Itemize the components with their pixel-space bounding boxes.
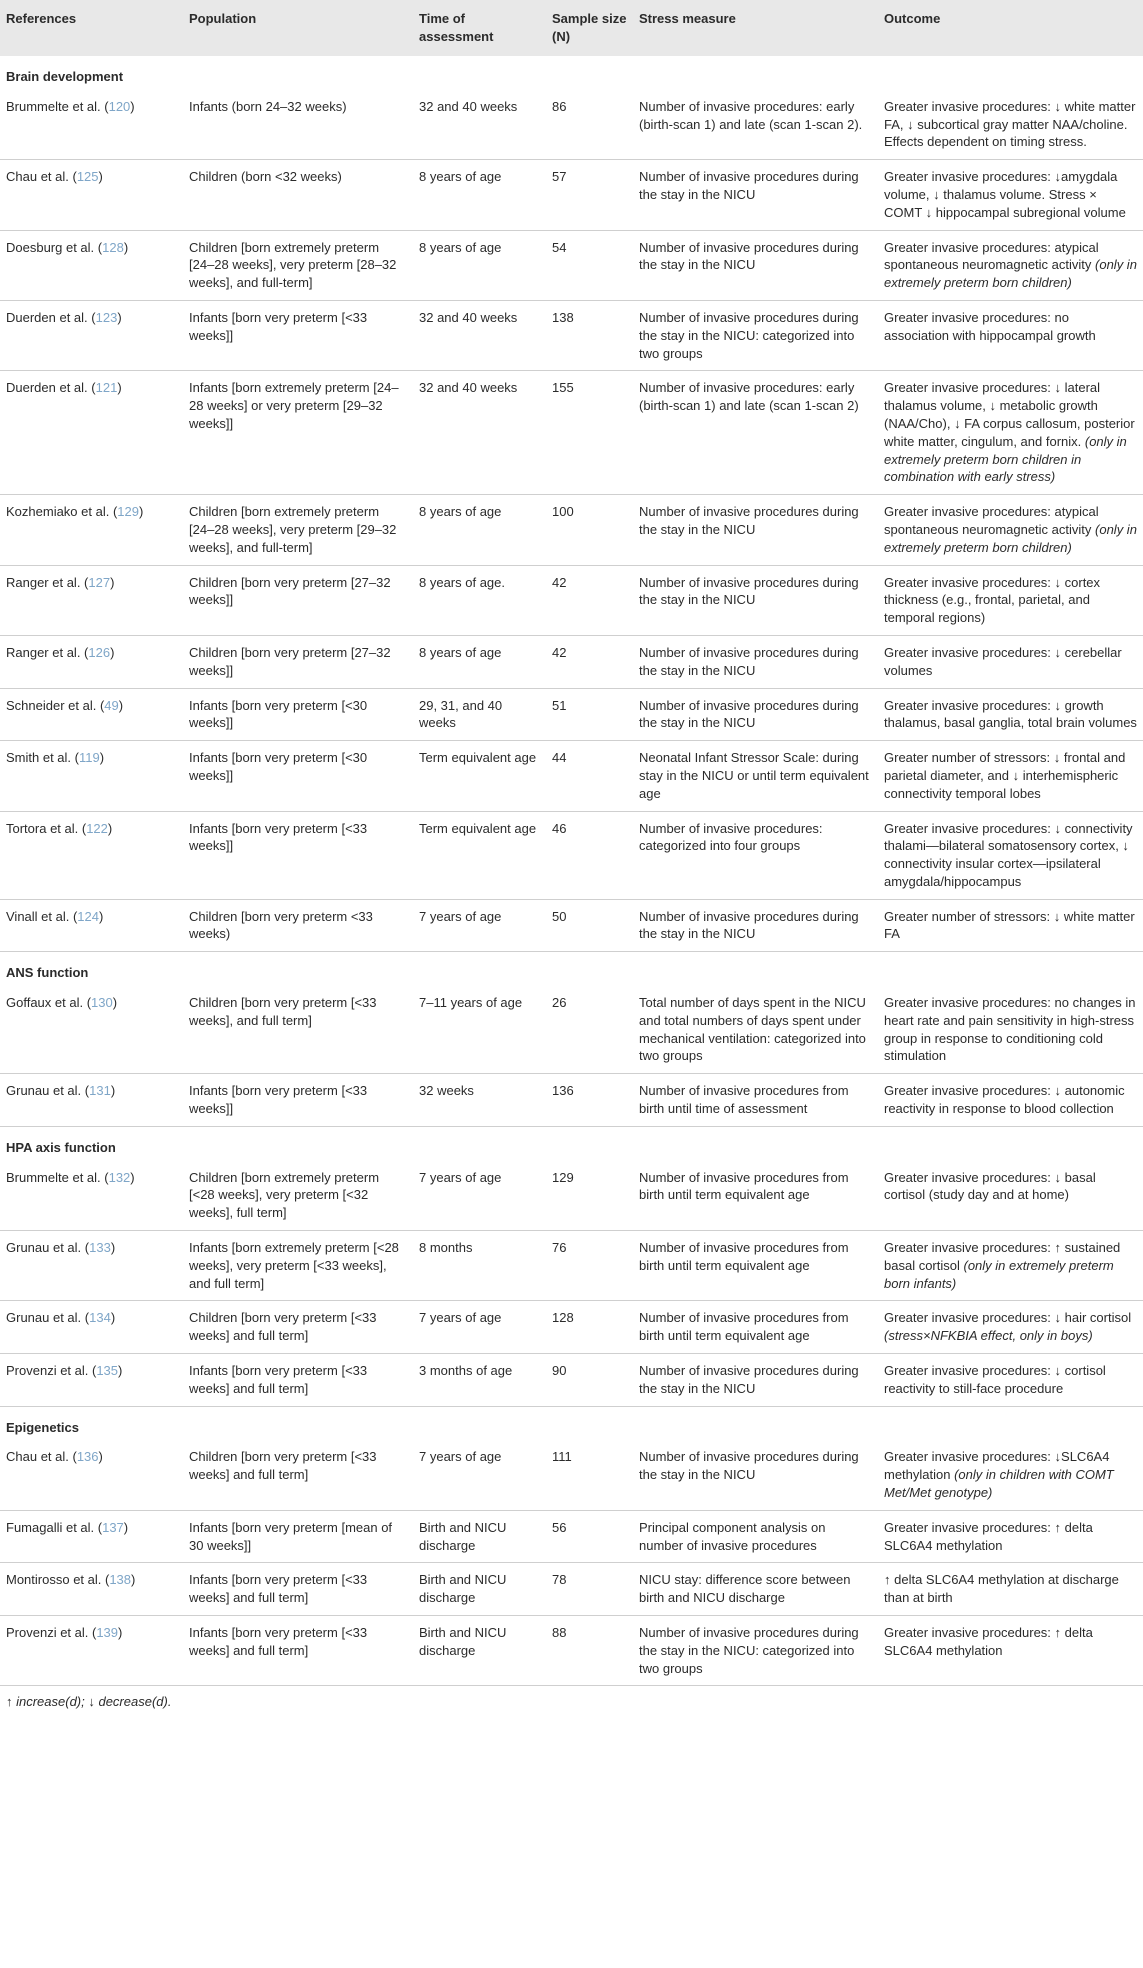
citation-link[interactable]: 119 — [78, 750, 100, 766]
sample-size-cell: 76 — [546, 1231, 633, 1301]
population-cell: Children [born extremely preterm [24–28 weeks], very preterm [28–32 weeks], and full-term] — [183, 230, 413, 300]
reference-author: Fumagalli et al. ( — [6, 1519, 103, 1535]
sample-size-cell: 44 — [546, 741, 633, 811]
table-row — [0, 1616, 1143, 1686]
reference-author: Brummelte et al. ( — [6, 98, 109, 114]
population-cell: Infants [born very preterm [<33 weeks] and full term] — [183, 1616, 413, 1686]
citation-link[interactable]: 133 — [89, 1240, 111, 1256]
section-row — [0, 1126, 1143, 1160]
reference-cell — [0, 741, 183, 811]
reference-close-paren: ) — [130, 98, 135, 114]
time-cell: Term equivalent age — [413, 811, 546, 899]
reference-close-paren: ) — [110, 1083, 116, 1099]
reference-cell — [0, 688, 183, 741]
outcome-qualifier: (only in extremely preterm born children) — [884, 257, 1137, 291]
outcome-cell — [878, 495, 1143, 565]
citation-link[interactable]: 121 — [95, 380, 118, 396]
stress-measure-cell: Number of invasive procedures during the stay in the NICU — [633, 230, 878, 300]
citation-link[interactable]: 122 — [86, 820, 108, 836]
reference-close-paren: ) — [138, 504, 144, 520]
time-cell: 7–11 years of age — [413, 986, 546, 1074]
sample-size-cell: 51 — [546, 688, 633, 741]
population-cell: Infants [born very preterm [<30 weeks]] — [183, 741, 413, 811]
outcome-text: Greater invasive procedures: ↓ connectivity thalami—bilateral somatosensory cortex, ↓ connectivity insular cortex—ipsilateral amygdala/hippocampus — [884, 820, 1133, 889]
sample-size-cell: 46 — [546, 811, 633, 899]
sample-size-cell: 26 — [546, 986, 633, 1074]
time-cell: Birth and NICU discharge — [413, 1510, 546, 1563]
stress-measure-cell: Number of invasive procedures: categorized into four groups — [633, 811, 878, 899]
table-row — [0, 300, 1143, 370]
section-row — [0, 56, 1143, 90]
table-row — [0, 1354, 1143, 1407]
outcome-text: Greater invasive procedures: ↑ delta SLC6A4 methylation — [884, 1519, 1093, 1553]
reference-close-paren: ) — [131, 1572, 136, 1588]
reference-close-paren: ) — [99, 750, 105, 766]
outcome-cell — [878, 635, 1143, 688]
outcome-text: ↑ delta SLC6A4 methylation at discharge than at birth — [884, 1572, 1119, 1606]
stress-measure-cell: Number of invasive procedures from birth until time of assessment — [633, 1074, 878, 1127]
outcome-cell — [878, 1074, 1143, 1127]
table-body — [0, 56, 1143, 1686]
reference-author: Doesburg et al. ( — [6, 239, 103, 255]
reference-close-paren: ) — [123, 1519, 129, 1535]
outcome-text: Greater invasive procedures: ↓ cortex thickness (e.g., frontal, parietal, and temporal regions) — [884, 574, 1101, 626]
outcome-cell — [878, 371, 1143, 495]
stress-measure-cell: Number of invasive procedures during the stay in the NICU — [633, 1440, 878, 1510]
time-cell: 8 years of age — [413, 230, 546, 300]
reference-close-paren: ) — [112, 995, 118, 1011]
outcome-text: Greater number of stressors: ↓ white matter FA — [884, 908, 1135, 942]
reference-author: Ranger et al. ( — [6, 574, 89, 590]
reference-close-paren: ) — [118, 1625, 123, 1640]
time-cell: 8 years of age. — [413, 565, 546, 635]
table-row — [0, 1440, 1143, 1510]
section-title: Epigenetics — [6, 1419, 79, 1435]
reference-author: Grunau et al. ( — [6, 1083, 90, 1099]
outcome-cell — [878, 811, 1143, 899]
reference-close-paren: ) — [110, 1240, 116, 1256]
citation-link[interactable]: 132 — [108, 1169, 131, 1185]
reference-cell — [0, 1161, 183, 1231]
outcome-cell — [878, 1563, 1143, 1616]
outcome-text: Greater invasive procedures: ↓ basal cortisol (study day and at home) — [884, 1169, 1096, 1203]
table-row — [0, 495, 1143, 565]
reference-cell — [0, 1231, 183, 1301]
outcome-text: Greater invasive procedures: atypical spontaneous neuromagnetic activity — [884, 504, 1099, 537]
outcome-qualifier: (stress×NFKBIA effect, only in boys) — [884, 1328, 1093, 1344]
outcome-cell — [878, 1510, 1143, 1563]
time-cell: 7 years of age — [413, 1301, 546, 1354]
reference-cell — [0, 230, 183, 300]
time-cell: 32 and 40 weeks — [413, 371, 546, 495]
citation-link[interactable]: 125 — [76, 169, 99, 185]
sample-size-cell: 42 — [546, 635, 633, 688]
reference-close-paren: ) — [99, 908, 104, 924]
reference-cell — [0, 300, 183, 370]
table-footnote: ↑ increase(d); ↓ decrease(d). — [6, 1694, 172, 1710]
table-row — [0, 899, 1143, 952]
reference-author: Vinall et al. ( — [6, 908, 78, 924]
header-row — [0, 0, 1143, 56]
stress-measure-cell: Number of invasive procedures from birth until term equivalent age — [633, 1301, 878, 1354]
table-row — [0, 1301, 1143, 1354]
population-cell: Children [born very preterm [<33 weeks], and full term] — [183, 986, 413, 1074]
reference-close-paren: ) — [110, 574, 115, 590]
outcome-cell — [878, 1616, 1143, 1686]
outcome-cell — [878, 160, 1143, 230]
table-row — [0, 1563, 1143, 1616]
sample-size-cell: 136 — [546, 1074, 633, 1127]
reference-close-paren: ) — [117, 309, 122, 325]
reference-cell — [0, 899, 183, 952]
outcome-text: Greater invasive procedures: ↓ white matter FA, ↓ subcortical gray matter NAA/choline. Effects dependent on timing stress. — [884, 98, 1136, 150]
outcome-cell — [878, 899, 1143, 952]
reference-close-paren: ) — [118, 1363, 123, 1379]
reference-author: Provenzi et al. ( — [6, 1363, 97, 1379]
sample-size-cell: 56 — [546, 1510, 633, 1563]
outcome-text: Greater number of stressors: ↓ frontal and parietal diameter, and ↓ interhemispheric connectivity temporal lobes — [884, 750, 1126, 801]
section-title: ANS function — [6, 965, 89, 981]
sample-size-cell: 129 — [546, 1161, 633, 1231]
sample-size-cell: 57 — [546, 160, 633, 230]
time-cell: Birth and NICU discharge — [413, 1563, 546, 1616]
reference-cell — [0, 1301, 183, 1354]
table-row — [0, 90, 1143, 160]
outcome-cell — [878, 1301, 1143, 1354]
section-title: Brain development — [6, 69, 124, 84]
time-cell: 32 and 40 weeks — [413, 90, 546, 160]
sample-size-cell: 128 — [546, 1301, 633, 1354]
reference-author: Chau et al. ( — [6, 1449, 77, 1465]
population-cell: Infants (born 24–32 weeks) — [183, 90, 413, 160]
population-cell: Children [born very preterm [27–32 weeks]] — [183, 565, 413, 635]
citation-link[interactable]: 135 — [96, 1363, 119, 1379]
stress-measure-cell: Number of invasive procedures during the stay in the NICU — [633, 635, 878, 688]
population-cell: Children [born extremely preterm [<28 weeks], very preterm [<32 weeks], full term] — [183, 1161, 413, 1231]
population-cell: Infants [born very preterm [mean of 30 weeks]] — [183, 1510, 413, 1563]
table-row — [0, 635, 1143, 688]
citation-link[interactable]: 136 — [76, 1449, 99, 1465]
reference-cell — [0, 1440, 183, 1510]
stress-measure-cell: Total number of days spent in the NICU and total numbers of days spent under mechanical ventilation: categorized into two groups — [633, 986, 878, 1074]
sample-size-cell: 54 — [546, 230, 633, 300]
time-cell: 8 years of age — [413, 495, 546, 565]
outcome-qualifier: (only in extremely preterm born children in combination with early stress) — [884, 433, 1127, 485]
sample-size-cell: 42 — [546, 565, 633, 635]
table-row — [0, 565, 1143, 635]
sample-size-cell: 100 — [546, 495, 633, 565]
table-row — [0, 688, 1143, 741]
table-header — [0, 0, 1143, 56]
population-cell: Children [born very preterm [<33 weeks] and full term] — [183, 1301, 413, 1354]
reference-cell — [0, 495, 183, 565]
sample-size-cell: 111 — [546, 1440, 633, 1510]
stress-measure-cell: Number of invasive procedures during the stay in the NICU — [633, 160, 878, 230]
outcome-text: Greater invasive procedures: ↓ lateral thalamus volume, ↓ metabolic growth (NAA/Cho), ↓ FA corpus callosum, posterior white matter, cingulum, and fornix. — [884, 380, 1135, 449]
reference-cell — [0, 565, 183, 635]
table-row — [0, 741, 1143, 811]
population-cell: Children [born very preterm [27–32 weeks]] — [183, 635, 413, 688]
table-row — [0, 1510, 1143, 1563]
population-cell: Infants [born very preterm [<33 weeks] and full term] — [183, 1563, 413, 1616]
outcome-text: Greater invasive procedures: atypical spontaneous neuromagnetic activity — [884, 239, 1099, 273]
outcome-text: Greater invasive procedures: no association with hippocampal growth — [884, 309, 1096, 343]
reference-close-paren: ) — [110, 1310, 116, 1326]
outcome-text: Greater invasive procedures: ↑ delta SLC6A4 methylation — [884, 1625, 1093, 1658]
stress-measure-cell: Number of invasive procedures during the stay in the NICU: categorized into two groups — [633, 1616, 878, 1686]
reference-close-paren: ) — [107, 820, 113, 836]
sample-size-cell: 50 — [546, 899, 633, 952]
reference-author: Duerden et al. ( — [6, 380, 96, 396]
sample-size-cell: 78 — [546, 1563, 633, 1616]
outcome-cell — [878, 741, 1143, 811]
reference-cell — [0, 1354, 183, 1407]
sample-size-cell: 88 — [546, 1616, 633, 1686]
time-cell: Term equivalent age — [413, 741, 546, 811]
citation-link[interactable]: 126 — [88, 644, 111, 660]
reference-author: Ranger et al. ( — [6, 644, 89, 660]
section-row — [0, 1406, 1143, 1440]
table-row — [0, 1161, 1143, 1231]
reference-author: Montirosso et al. ( — [6, 1572, 110, 1588]
time-cell: 8 years of age — [413, 160, 546, 230]
outcome-text: Greater invasive procedures: ↑ sustained basal cortisol — [884, 1240, 1121, 1273]
outcome-cell — [878, 1161, 1143, 1231]
outcome-cell — [878, 688, 1143, 741]
reference-cell — [0, 1563, 183, 1616]
stress-measure-cell: Number of invasive procedures from birth until term equivalent age — [633, 1231, 878, 1301]
population-cell: Infants [born very preterm [<33 weeks]] — [183, 1074, 413, 1127]
outcome-cell — [878, 90, 1143, 160]
outcome-cell — [878, 300, 1143, 370]
citation-link[interactable]: 128 — [102, 239, 124, 255]
citation-link[interactable]: 139 — [96, 1625, 119, 1640]
outcome-text: Greater invasive procedures: ↓SLC6A4 methylation — [884, 1449, 1110, 1483]
reference-author: Tortora et al. ( — [6, 820, 87, 836]
time-cell: 7 years of age — [413, 1440, 546, 1510]
time-cell: 3 months of age — [413, 1354, 546, 1407]
population-cell: Infants [born very preterm [<33 weeks]] — [183, 811, 413, 899]
reference-close-paren: ) — [110, 644, 115, 660]
reference-cell — [0, 1616, 183, 1686]
population-cell: Infants [born extremely preterm [24–28 weeks] or very preterm [29–32 weeks]] — [183, 371, 413, 495]
outcome-cell — [878, 1231, 1143, 1301]
time-cell: 7 years of age — [413, 1161, 546, 1231]
outcome-cell — [878, 230, 1143, 300]
sample-size-cell: 86 — [546, 90, 633, 160]
outcome-text: Greater invasive procedures: ↓ cortisol reactivity to still-face procedure — [884, 1363, 1106, 1396]
sample-size-cell: 155 — [546, 371, 633, 495]
time-cell: 29, 31, and 40 weeks — [413, 688, 546, 741]
reference-cell — [0, 1510, 183, 1563]
reference-cell — [0, 986, 183, 1074]
stress-measure-cell: Number of invasive procedures during the stay in the NICU — [633, 495, 878, 565]
header-sample-size: Sample size (N) — [546, 0, 633, 56]
reference-author: Schneider et al. ( — [6, 697, 105, 713]
outcome-text: Greater invasive procedures: ↓ hair cortisol — [884, 1310, 1132, 1326]
time-cell: 32 weeks — [413, 1074, 546, 1127]
outcome-text: Greater invasive procedures: ↓amygdala volume, ↓ thalamus volume. Stress × COMT ↓ hippocampal subregional volume — [884, 169, 1126, 220]
header-references: References — [0, 0, 183, 56]
population-cell: Infants [born extremely preterm [<28 weeks], very preterm [<33 weeks], and full term] — [183, 1231, 413, 1301]
reference-cell — [0, 160, 183, 230]
reference-close-paren: ) — [130, 1169, 135, 1185]
table-row — [0, 1231, 1143, 1301]
reference-close-paren: ) — [118, 697, 124, 713]
table-row — [0, 371, 1143, 495]
citation-link[interactable]: 131 — [89, 1083, 111, 1099]
reference-author: Smith et al. ( — [6, 750, 79, 766]
stress-measure-cell: Number of invasive procedures: early (birth-scan 1) and late (scan 1-scan 2) — [633, 371, 878, 495]
citation-link[interactable]: 129 — [117, 504, 139, 520]
citation-link[interactable]: 134 — [89, 1310, 111, 1326]
stress-measure-cell: Number of invasive procedures during the stay in the NICU: categorized into two groups — [633, 300, 878, 370]
time-cell: 8 years of age — [413, 635, 546, 688]
reference-close-paren: ) — [117, 380, 122, 396]
reference-author: Kozhemiako et al. ( — [6, 504, 118, 520]
reference-cell — [0, 811, 183, 899]
time-cell: Birth and NICU discharge — [413, 1616, 546, 1686]
outcome-text: Greater invasive procedures: no changes in heart rate and pain sensitivity in high-stress group in response to conditioning cold stimulation — [884, 995, 1136, 1064]
table-row — [0, 230, 1143, 300]
stress-measure-cell: Neonatal Infant Stressor Scale: during stay in the NICU or until term equivalent age — [633, 741, 878, 811]
stress-measure-cell: Number of invasive procedures: early (birth-scan 1) and late (scan 1-scan 2). — [633, 90, 878, 160]
citation-link[interactable]: 138 — [109, 1572, 132, 1588]
outcome-qualifier: (only in extremely preterm born infants) — [884, 1257, 1114, 1291]
section-row — [0, 952, 1143, 986]
outcome-cell — [878, 986, 1143, 1074]
reference-author: Grunau et al. ( — [6, 1310, 90, 1326]
population-cell: Children (born <32 weeks) — [183, 160, 413, 230]
population-cell: Children [born extremely preterm [24–28 weeks], very preterm [29–32 weeks], and full-term] — [183, 495, 413, 565]
outcome-cell — [878, 1354, 1143, 1407]
stress-measure-cell: Number of invasive procedures during the stay in the NICU — [633, 1354, 878, 1407]
citation-link[interactable]: 130 — [91, 995, 113, 1011]
outcome-text: Greater invasive procedures: ↓ cerebellar volumes — [884, 644, 1122, 678]
table-row — [0, 986, 1143, 1074]
population-cell: Children [born very preterm <33 weeks) — [183, 899, 413, 952]
stress-measure-cell: Number of invasive procedures during the stay in the NICU — [633, 688, 878, 741]
reference-author: Provenzi et al. ( — [6, 1625, 97, 1640]
outcome-qualifier: (only in children with COMT Met/Met genotype) — [884, 1467, 1114, 1501]
population-cell: Infants [born very preterm [<33 weeks] and full term] — [183, 1354, 413, 1407]
population-cell: Infants [born very preterm [<33 weeks]] — [183, 300, 413, 370]
section-title: HPA axis function — [6, 1139, 116, 1155]
reference-cell — [0, 635, 183, 688]
reference-close-paren: ) — [98, 169, 103, 185]
time-cell: 8 months — [413, 1231, 546, 1301]
citation-link[interactable]: 120 — [108, 98, 131, 114]
reference-author: Chau et al. ( — [6, 169, 77, 185]
time-cell: 32 and 40 weeks — [413, 300, 546, 370]
outcome-text: Greater invasive procedures: ↓ growth thalamus, basal ganglia, total brain volumes — [884, 697, 1137, 731]
time-cell: 7 years of age — [413, 899, 546, 952]
header-outcome: Outcome — [878, 0, 1143, 56]
reference-author: Duerden et al. ( — [6, 309, 96, 325]
header-stress-measure: Stress measure — [633, 0, 878, 56]
citation-link[interactable]: 127 — [88, 574, 111, 590]
reference-cell — [0, 371, 183, 495]
population-cell: Children [born very preterm [<33 weeks] and full term] — [183, 1440, 413, 1510]
outcome-cell — [878, 565, 1143, 635]
reference-author: Brummelte et al. ( — [6, 1169, 109, 1185]
citation-link[interactable]: 49 — [104, 697, 119, 713]
stress-measure-cell: Number of invasive procedures during the stay in the NICU — [633, 565, 878, 635]
sample-size-cell: 90 — [546, 1354, 633, 1407]
stress-measure-cell: Number of invasive procedures during the stay in the NICU — [633, 899, 878, 952]
stress-measure-cell: Principal component analysis on number of invasive procedures — [633, 1510, 878, 1563]
reference-author: Goffaux et al. ( — [6, 995, 92, 1011]
reference-cell — [0, 1074, 183, 1127]
reference-close-paren: ) — [98, 1449, 103, 1465]
outcome-text: Greater invasive procedures: ↓ autonomic reactivity in response to blood collection — [884, 1083, 1125, 1117]
citation-link[interactable]: 124 — [77, 908, 99, 924]
citation-link[interactable]: 137 — [102, 1519, 124, 1535]
table-row — [0, 160, 1143, 230]
reference-author: Grunau et al. ( — [6, 1240, 90, 1256]
header-time-of-assessment: Time of assessment — [413, 0, 546, 56]
outcome-qualifier: (only in extremely preterm born children) — [884, 521, 1137, 555]
header-population: Population — [183, 0, 413, 56]
table-row — [0, 1074, 1143, 1127]
sample-size-cell: 138 — [546, 300, 633, 370]
stress-measure-cell: NICU stay: difference score between birth and NICU discharge — [633, 1563, 878, 1616]
reference-close-paren: ) — [123, 239, 129, 255]
citation-link[interactable]: 123 — [95, 309, 118, 325]
population-cell: Infants [born very preterm [<30 weeks]] — [183, 688, 413, 741]
table-row — [0, 811, 1143, 899]
outcome-cell — [878, 1440, 1143, 1510]
stress-measure-cell: Number of invasive procedures from birth until term equivalent age — [633, 1161, 878, 1231]
reference-cell — [0, 90, 183, 160]
